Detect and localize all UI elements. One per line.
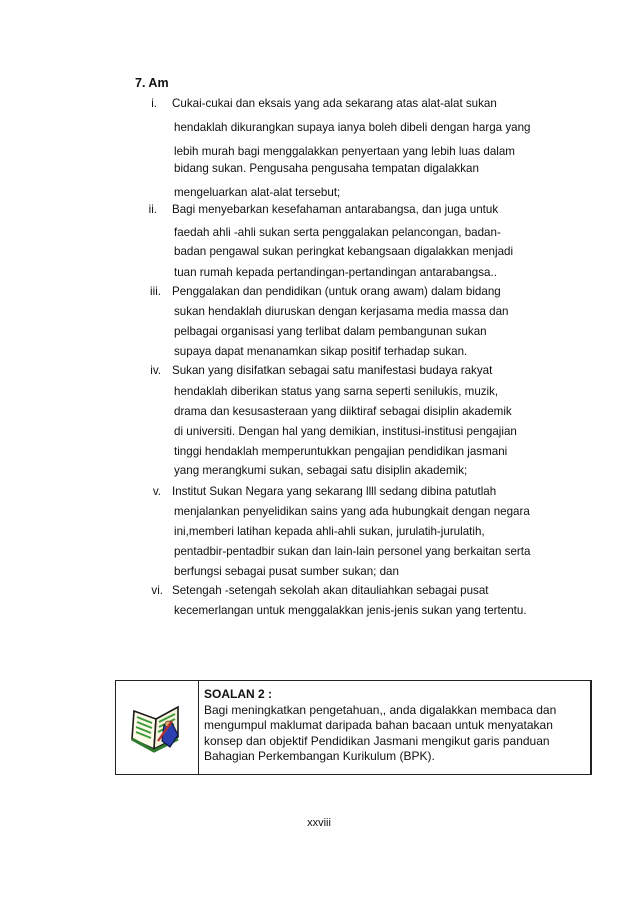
soalan-text-cell [199,681,591,774]
list-item-line: Institut Sukan Negara yang sekarang llll sedang dibina patutlah [172,485,497,498]
list-item-line: bidang sukan. Pengusaha pengusaha tempatan digalakkan [174,162,479,175]
list-item-line: pelbagai organisasi yang terlibat dalam pembangunan sukan [174,325,487,338]
list-item-line: pentadbir-pentadbir sukan dan lain-lain personel yang berkaitan serta [174,545,531,558]
list-item-line: Penggalakan dan pendidikan (untuk orang awam) dalam bidang [172,285,501,298]
list-item-line: faedah ahli -ahli sukan serta penggalakan pelancongan, badan- [174,226,501,239]
section-heading: 7. Am [135,76,169,90]
list-item-number: iii. [150,285,161,298]
soalan-body: Bagi meningkatkan pengetahuan,, anda digalakkan membaca dan mengumpul maklumat daripada bahan bacaan untuk menyatakan konsep dan objektif Pendidikan Jasmani mengikut garis panduan Bahagian Perkembangan Kurikulum (BPK). [204,703,557,764]
list-item-line: yang merangkumi sukan, sebagai satu disiplin akademik; [174,464,468,477]
list-item-number: i. [151,97,157,110]
list-item-number: iv. [150,364,161,377]
list-item-number: vi. [151,584,163,597]
list-item-line: Cukai-cukai dan eksais yang ada sekarang atas alat-alat sukan [172,97,497,110]
list-item-line: lebih murah bagi menggalakkan penyertaan yang lebih luas dalam [174,145,515,158]
list-item-line: Sukan yang disifatkan sebagai satu manifestasi budaya rakyat [172,364,493,377]
soalan-box [115,680,592,775]
list-item-line: Bagi menyebarkan kesefahaman antarabangsa, dan juga untuk [172,203,499,216]
list-item-line: mengeluarkan alat-alat tersebut; [174,186,341,199]
list-item-line: hendaklah diberikan status yang sarna seperti senilukis, muzik, [174,385,499,398]
book-reading-icon [128,695,188,759]
list-item-number: v. [152,485,161,498]
soalan-icon-cell [116,681,199,774]
list-item-line: tuan rumah kepada pertandingan-pertandingan antarabangsa.. [174,266,497,279]
page-number: xxviii [307,817,331,829]
list-item-line: di universiti. Dengan hal yang demikian, institusi-institusi pengajian [174,425,517,438]
list-item-number: ii. [148,203,157,216]
list-item-line: badan pengawal sukan peringkat kebangsaan digalakkan menjadi [174,245,514,258]
list-item-line: supaya dapat menanamkan sikap positif terhadap sukan. [174,345,468,358]
list-item-line: kecemerlangan untuk menggalakkan jenis-jenis sukan yang tertentu. [174,604,527,617]
list-item-line: hendaklah dikurangkan supaya ianya boleh dibeli dengan harga yang [174,121,531,134]
list-item-line: berfungsi sebagai pusat sumber sukan; dan [174,565,399,578]
list-item-line: tinggi hendaklah memperuntukkan pengajian pendidikan jasmani [174,445,508,458]
soalan-title: SOALAN 2 : [204,687,273,701]
list-item-line: drama dan kesusasteraan yang diiktiraf sebagai disiplin akademik [174,405,512,418]
list-item-line: menjalankan penyelidikan sains yang ada hubungkait dengan negara [174,505,530,518]
list-item-line: sukan hendaklah diuruskan dengan kerjasama media massa dan [174,305,509,318]
list-item-line: Setengah -setengah sekolah akan ditauliahkan sebagai pusat [172,584,489,597]
list-item-line: ini,memberi latihan kepada ahli-ahli sukan, jurulatih-jurulatih, [174,525,485,538]
